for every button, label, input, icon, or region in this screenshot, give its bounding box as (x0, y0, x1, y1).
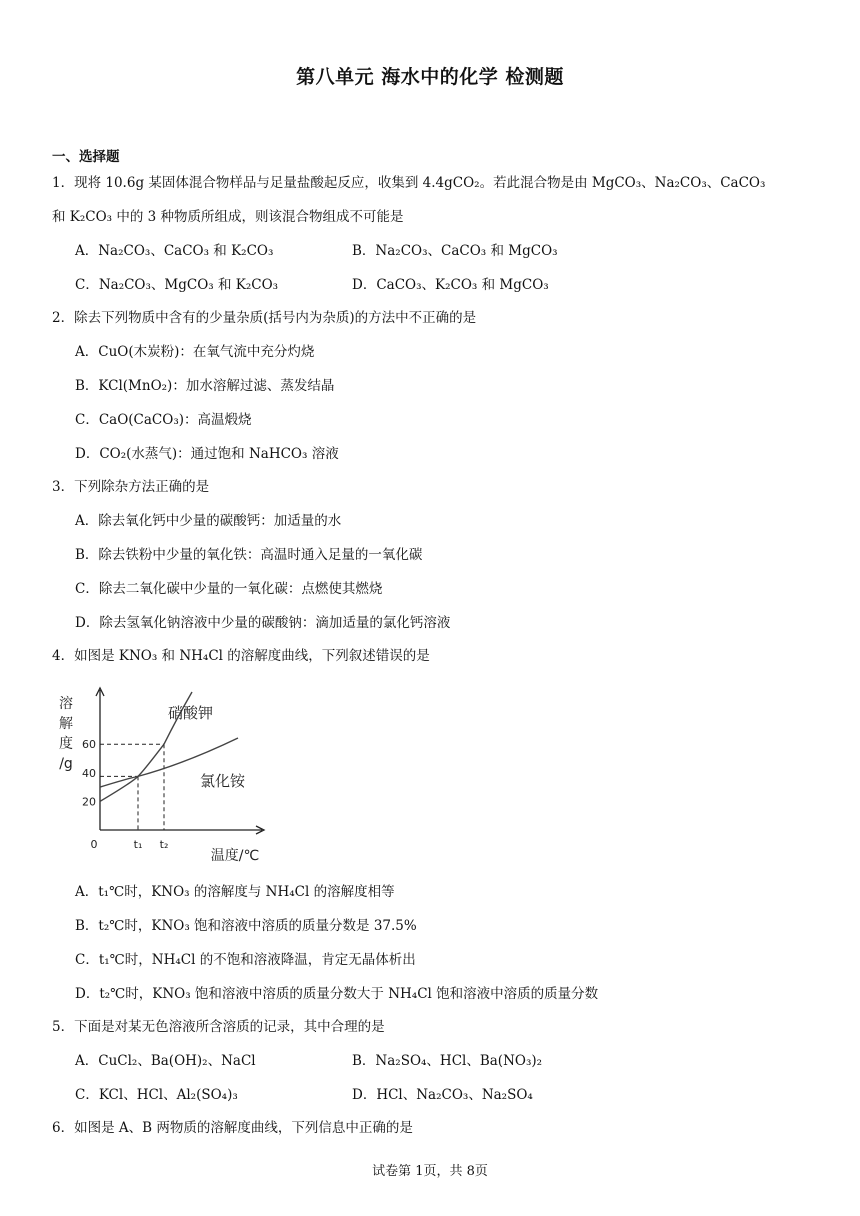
series-label-nh4cl: 氯化铵 (200, 772, 246, 790)
y-axis-label: /g (59, 756, 73, 772)
question-2-option-d[interactable]: D．CO₂(水蒸气)：通过饱和 NaHCO₃ 溶液 (75, 446, 339, 462)
question-1-stem-line1: 1．现将 10.6g 某固体混合物样品与足量盐酸起反应，收集到 4.4gCO₂。若此混合物是由 MgCO₃、Na₂CO₃、CaCO₃ (52, 175, 766, 191)
question-3-option-d[interactable]: D．除去氢氧化钠溶液中少量的碳酸钠：滴加适量的氯化钙溶液 (75, 615, 451, 631)
question-2-option-b[interactable]: B．KCl(MnO₂)：加水溶解过滤、蒸发结晶 (75, 378, 335, 394)
page-footer: 试卷第 1页，共 8页 (372, 1164, 488, 1179)
question-1-option-a[interactable]: A．Na₂CO₃、CaCO₃ 和 K₂CO₃ (75, 243, 274, 259)
question-3-stem: 3．下列除杂方法正确的是 (52, 479, 210, 495)
x-axis-label: 温度/℃ (210, 848, 260, 864)
question-5-option-d[interactable]: D．HCl、Na₂CO₃、Na₂SO₄ (352, 1087, 533, 1103)
question-4-option-c[interactable]: C．t₁℃时，NH₄Cl 的不饱和溶液降温，肯定无晶体析出 (75, 952, 416, 968)
section-heading: 一、选择题 (52, 149, 120, 165)
question-5-option-a[interactable]: A．CuCl₂、Ba(OH)₂、NaCl (75, 1053, 256, 1069)
question-3-option-c[interactable]: C．除去二氧化碳中少量的一氧化碳：点燃使其燃烧 (75, 581, 383, 597)
x-tick-label: t₁ (133, 838, 143, 851)
page-title: 第八单元 海水中的化学 检测题 (296, 66, 564, 88)
question-5-option-b[interactable]: B．Na₂SO₄、HCl、Ba(NO₃)₂ (352, 1053, 543, 1069)
question-4-option-b[interactable]: B．t₂℃时，KNO₃ 饱和溶液中溶质的质量分数是 37.5% (75, 918, 417, 934)
question-4-stem: 4．如图是 KNO₃ 和 NH₄Cl 的溶解度曲线，下列叙述错误的是 (52, 648, 430, 664)
question-6-stem: 6．如图是 A、B 两物质的溶解度曲线，下列信息中正确的是 (52, 1120, 413, 1136)
question-1-option-b[interactable]: B．Na₂CO₃、CaCO₃ 和 MgCO₃ (352, 243, 558, 259)
question-4-option-d[interactable]: D．t₂℃时，KNO₃ 饱和溶液中溶质的质量分数大于 NH₄Cl 饱和溶液中溶质的质量分数 (75, 986, 599, 1002)
x-tick-label: 0 (90, 838, 98, 851)
question-2-option-a[interactable]: A．CuO(木炭粉)：在氧气流中充分灼烧 (75, 344, 315, 360)
series-label-kno3: 硝酸钾 (168, 704, 214, 722)
question-2-stem: 2．除去下列物质中含有的少量杂质(括号内为杂质)的方法中不正确的是 (52, 310, 477, 326)
question-5-option-c[interactable]: C．KCl、HCl、Al₂(SO₄)₃ (75, 1087, 238, 1103)
x-tick-label: t₂ (159, 838, 169, 851)
y-tick-label: 40 (82, 766, 96, 780)
y-tick-label: 20 (82, 795, 96, 809)
question-2-option-c[interactable]: C．CaO(CaCO₃)：高温煅烧 (75, 412, 252, 428)
question-5-stem: 5．下面是对某无色溶液所含溶质的记录，其中合理的是 (52, 1019, 385, 1035)
question-1-option-d[interactable]: D．CaCO₃、K₂CO₃ 和 MgCO₃ (352, 277, 549, 293)
question-1-option-c[interactable]: C．Na₂CO₃、MgCO₃ 和 K₂CO₃ (75, 277, 279, 293)
y-tick-label: 60 (82, 738, 96, 752)
question-1-stem-line2: 和 K₂CO₃ 中的 3 种物质所组成，则该混合物组成不可能是 (52, 209, 404, 225)
question-3-option-a[interactable]: A．除去氧化钙中少量的碳酸钙：加适量的水 (75, 513, 342, 529)
question-3-option-b[interactable]: B．除去铁粉中少量的氧化铁：高温时通入足量的一氧化碳 (75, 547, 423, 563)
y-axis-label: 溶 (59, 696, 73, 712)
y-axis-label: 度 (59, 736, 73, 752)
question-4-option-a[interactable]: A．t₁℃时，KNO₃ 的溶解度与 NH₄Cl 的溶解度相等 (75, 884, 395, 900)
solubility-curve-chart (50, 680, 280, 870)
y-axis-label: 解 (59, 716, 73, 732)
